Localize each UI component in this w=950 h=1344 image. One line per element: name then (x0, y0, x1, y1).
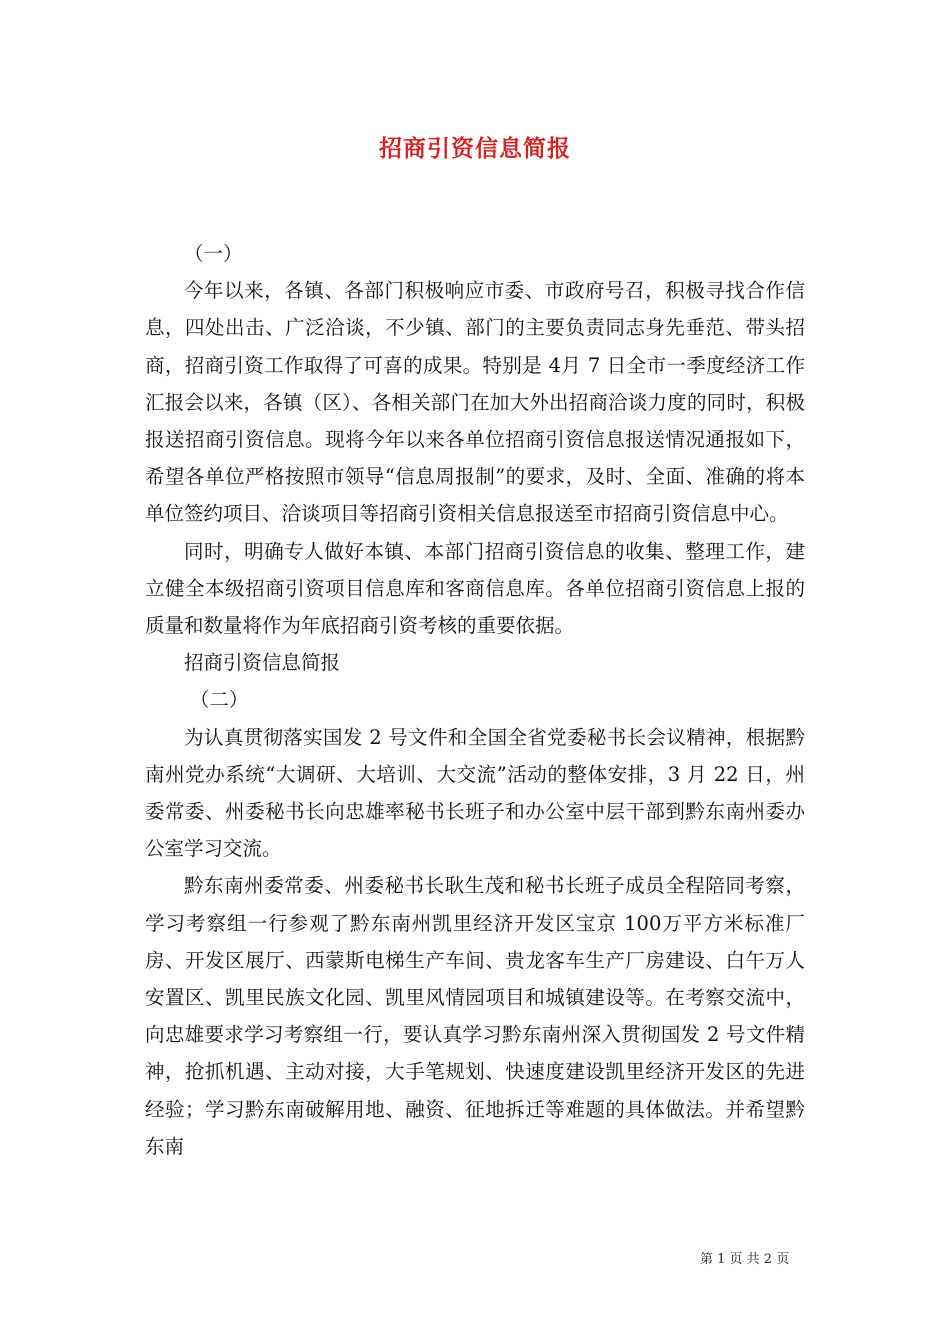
document-body (145, 235, 805, 1165)
section-two-paragraph-1: 为认真贯彻落实国发 2 号文件和全国全省党委秘书长会议精神，根据黔南州党办系统“大调研、大培训、大交流”活动的整体安排，3 月 22 日，州委常委、州委秘书长向忠雄率秘书长班子和办公室中层干部到黔东南州委办公室学习交流。 (145, 725, 805, 861)
repeat-title: 招商引资信息简报 (184, 651, 341, 675)
section-one-paragraph-2: 同时，明确专人做好本镇、本部门招商引资信息的收集、整理工作，建立健全本级招商引资项目信息库和客商信息库。各单位招商引资信息上报的质量和数量将作为年底招商引资考核的重要依据。 (145, 539, 805, 638)
section-one-paragraph-1: 今年以来，各镇、各部门积极响应市委、市政府号召，积极寻找合作信息，四处出击、广泛洽谈，不少镇、部门的主要负责同志身先垂范、带头招商，招商引资工作取得了可喜的成果。特别是 4月 7 日全市一季度经济工作汇报会以来，各镇（区）、各相关部门在加大外出招商洽谈力度的同时，积极报送招商引资信息。现将今年以来各单位招商引资信息报送情况通报如下，希望各单位严格按照市领导“信息周报制”的要求，及时、全面、准确的将本单位签约项目、洽谈项目等招商引资相关信息报送至市招商引资信息中心。 (145, 279, 805, 526)
section-one-label: （一） (184, 242, 243, 265)
section-two-label: （二） (189, 688, 249, 712)
section-two-paragraph-2: 黔东南州委常委、州委秘书长耿生茂和秘书长班子成员全程陪同考察，学习考察组一行参观了黔东南州凯里经济开发区宝京 100万平方米标准厂房、开发区展厅、西蒙斯电梯生产车间、贵龙客车生产厂房建设、白午万人安置区、凯里民族文化园、凯里风情园项目和城镇建设等。在考察交流中，向忠雄要求学习考察组一行，要认真学习黔东南州深入贯彻国发 2 号文件精神，抢抓机遇、主动对接，大手笔规划、快速度建设凯里经济开发区的先进经验；学习黔东南破解用地、融资、征地拆迁等难题的具体做法。并希望黔东南 (145, 874, 805, 1158)
document-title: 招商引资信息简报 (379, 135, 571, 162)
page-number: 第 1 页 共 2 页 (700, 1252, 790, 1267)
